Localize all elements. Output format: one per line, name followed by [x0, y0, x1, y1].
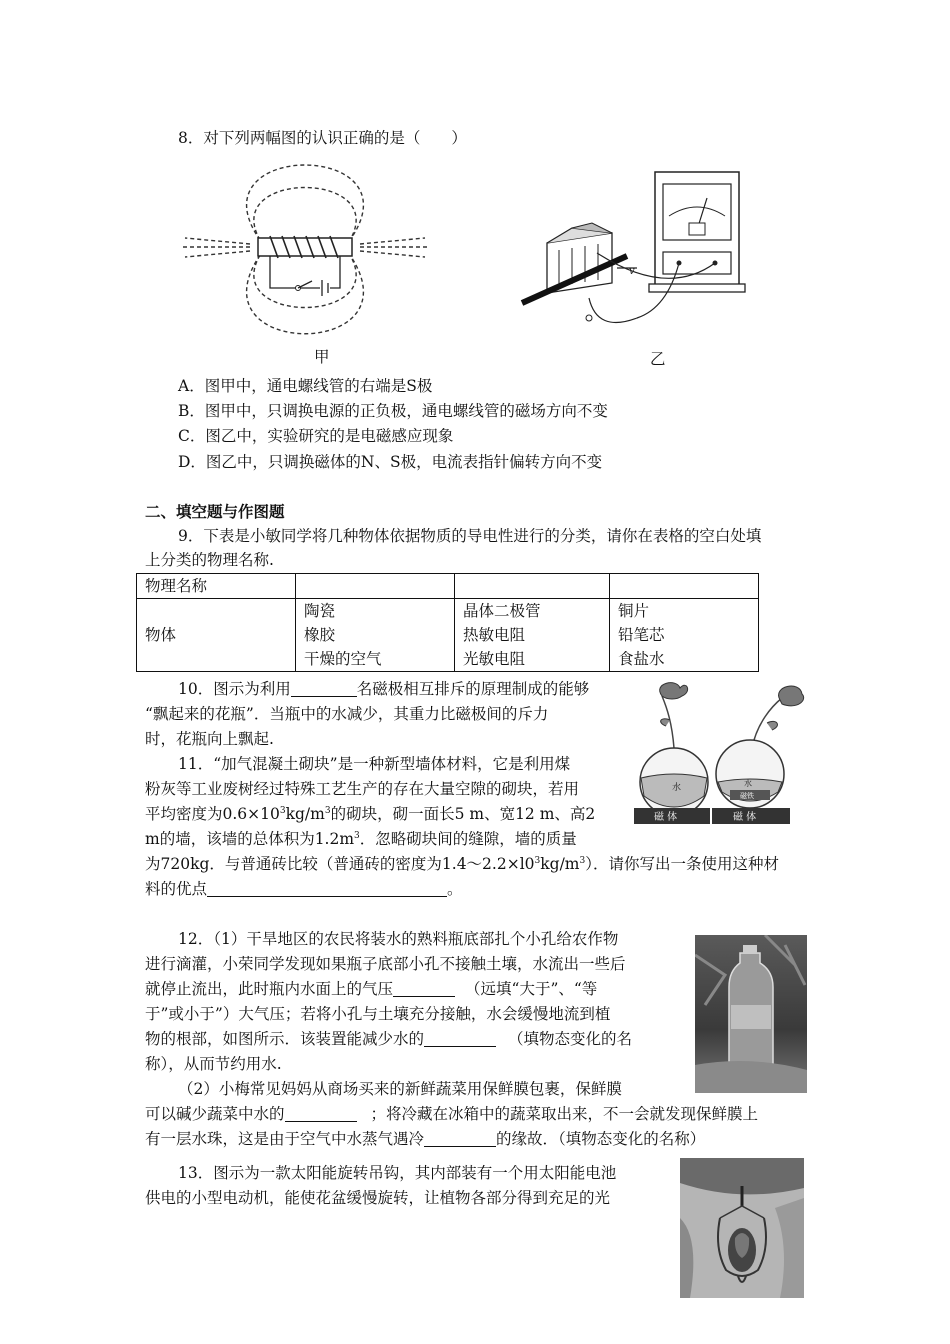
table-header-label: 物理名称 [137, 574, 296, 599]
q8-option-c: C．图乙中，实验研究的是电磁感应现象 [178, 427, 454, 445]
table-cell-semiconductors [455, 599, 610, 672]
q10-line3: 时，花瓶向上飘起. [145, 730, 274, 748]
list-item: 热敏电阻 [463, 626, 526, 644]
q11-line4: m的墙，该墙的总体积为$1.2m^3$．忽略砌块间的缝隙，墙的质量 [145, 830, 577, 848]
section-title: 二、填空题与作图题 [145, 502, 285, 521]
q12-blank-3[interactable] [285, 1105, 357, 1122]
q11-line1: 11．“加气混凝土砌块”是一种新型墙体材料，它是利用煤 [178, 755, 571, 773]
q12-line5: 物的根部，如图所示．该装置能减少水的 （填物态变化的名 [145, 1030, 633, 1048]
table-blank-cell-1[interactable] [296, 574, 455, 599]
magnet-stone-label: 磁铁 [740, 792, 754, 800]
photo-bottle-irrigation [695, 935, 807, 1093]
figure-galvanometer [517, 168, 762, 343]
q12-blank-4[interactable] [424, 1130, 496, 1147]
velocity-label: v [629, 266, 635, 277]
q12-line4: 于”或小于”）大气压；若将小孔与土壤充分接触，水会缓慢地流到植 [145, 1005, 611, 1023]
q13-line2: 供电的小型电动机，能使花盆缓慢旋转，让植物各部分得到充足的光 [145, 1189, 611, 1207]
table-cell-insulators [296, 599, 455, 672]
list-item: 铜片 [618, 602, 650, 620]
table-row [137, 599, 759, 672]
q12-blank-1[interactable] [393, 980, 455, 997]
list-item: 光敏电阻 [463, 650, 526, 668]
q10-line2: “飘起来的花瓶”．当瓶中的水减少，其重力比磁极间的斥力 [145, 705, 549, 723]
q10-line1: 10．图示为利用 名磁极相互排斥的原理制成的能够 [178, 680, 590, 698]
q12-line8: 可以碱少蔬菜中水的 ；将冷藏在冰箱中的蔬菜取出来，不一会就发现保鲜膜上 [145, 1105, 759, 1123]
list-item: 橡胶 [304, 626, 336, 644]
magnet-base-label-1: 磁 体 [654, 812, 678, 823]
table-cell-conductors [610, 599, 759, 672]
q8-option-a: A．图甲中，通电螺线管的右端是S极 [178, 377, 433, 395]
fig-yi-caption: 乙 [650, 350, 666, 368]
table-blank-cell-2[interactable] [455, 574, 610, 599]
q11-line5: 为720kg．与普通砖比较（普通砖的密度为$1.4\sim 2.2\times l0^3kg/m^3$）．请你写出一条使用这种材 [145, 855, 779, 873]
list-item: 干燥的空气 [304, 650, 382, 668]
q10-blank[interactable] [291, 680, 357, 697]
q11-line6: 料的优点 。 [145, 880, 463, 898]
q8-stem: 8．对下列两幅图的认识正确的是（ ） [178, 129, 467, 147]
list-item: 铅笔芯 [618, 626, 665, 644]
conductivity-table [136, 573, 759, 672]
list-item: 食盐水 [618, 650, 665, 668]
q12-line9: 有一层水珠，这是由于空气中水蒸气遇冷 的缘故．（填物态变化的名称） [145, 1130, 706, 1148]
q12-line6: 称），从而节约用水. [145, 1055, 282, 1073]
q11-line2: 粉灰等工业废树经过特殊工艺生产的存在大量空隙的砌块，若用 [145, 780, 580, 798]
water-label-1: 水 [672, 783, 682, 793]
q9-line2: 上分类的物理名称. [145, 551, 274, 569]
q13-line1: 13．图示为一款太阳能旋转吊钩，其内部装有一个用太阳能电池 [178, 1164, 617, 1182]
table-blank-cell-3[interactable] [610, 574, 759, 599]
photo-solar-hook [680, 1158, 804, 1298]
q8-option-d: D．图乙中，只调换磁体的N、S极，电流表指针偏转方向不变 [178, 453, 603, 471]
list-item: 晶体二极管 [463, 602, 541, 620]
q12-line1: 12．（1）干旱地区的农民将装水的熟料瓶底部扎个小孔给农作物 [178, 930, 619, 948]
table-row-label: 物体 [137, 599, 296, 672]
q9-line1: 9．下表是小敏同学将几种物体依据物质的导电性进行的分类，请你在表格的空白处填 [178, 527, 762, 545]
q12-blank-2[interactable] [424, 1030, 496, 1047]
figure-solenoid [180, 160, 430, 345]
water-label-2: 水 [744, 779, 752, 788]
q8-option-b: B．图甲中，只调换电源的正负极，通电螺线管的磁场方向不变 [178, 402, 608, 420]
q11-blank[interactable] [207, 880, 447, 897]
list-item: 陶瓷 [304, 602, 336, 620]
q11-line3: 平均密度为$0.6\times 10^3kg/m^3$的砌块，砌一面长5 m、宽12 m、高2 [145, 805, 596, 823]
q12-line7: （2）小梅常见妈妈从商场买来的新鲜蔬菜用保鲜膜包裹，保鲜膜 [178, 1080, 622, 1098]
figure-floating-vase [632, 678, 808, 826]
fig-jia-caption: 甲 [314, 348, 330, 366]
magnet-base-label-2: 磁 体 [733, 812, 757, 823]
table-row [137, 574, 759, 599]
q12-line3: 就停止流出，此时瓶内水面上的气压 （远填“大于”、“等 [145, 980, 598, 998]
q12-line2: 进行滴灌，小荣同学发现如果瓶子底部小孔不接触土壤，水流出一些后 [145, 955, 626, 973]
